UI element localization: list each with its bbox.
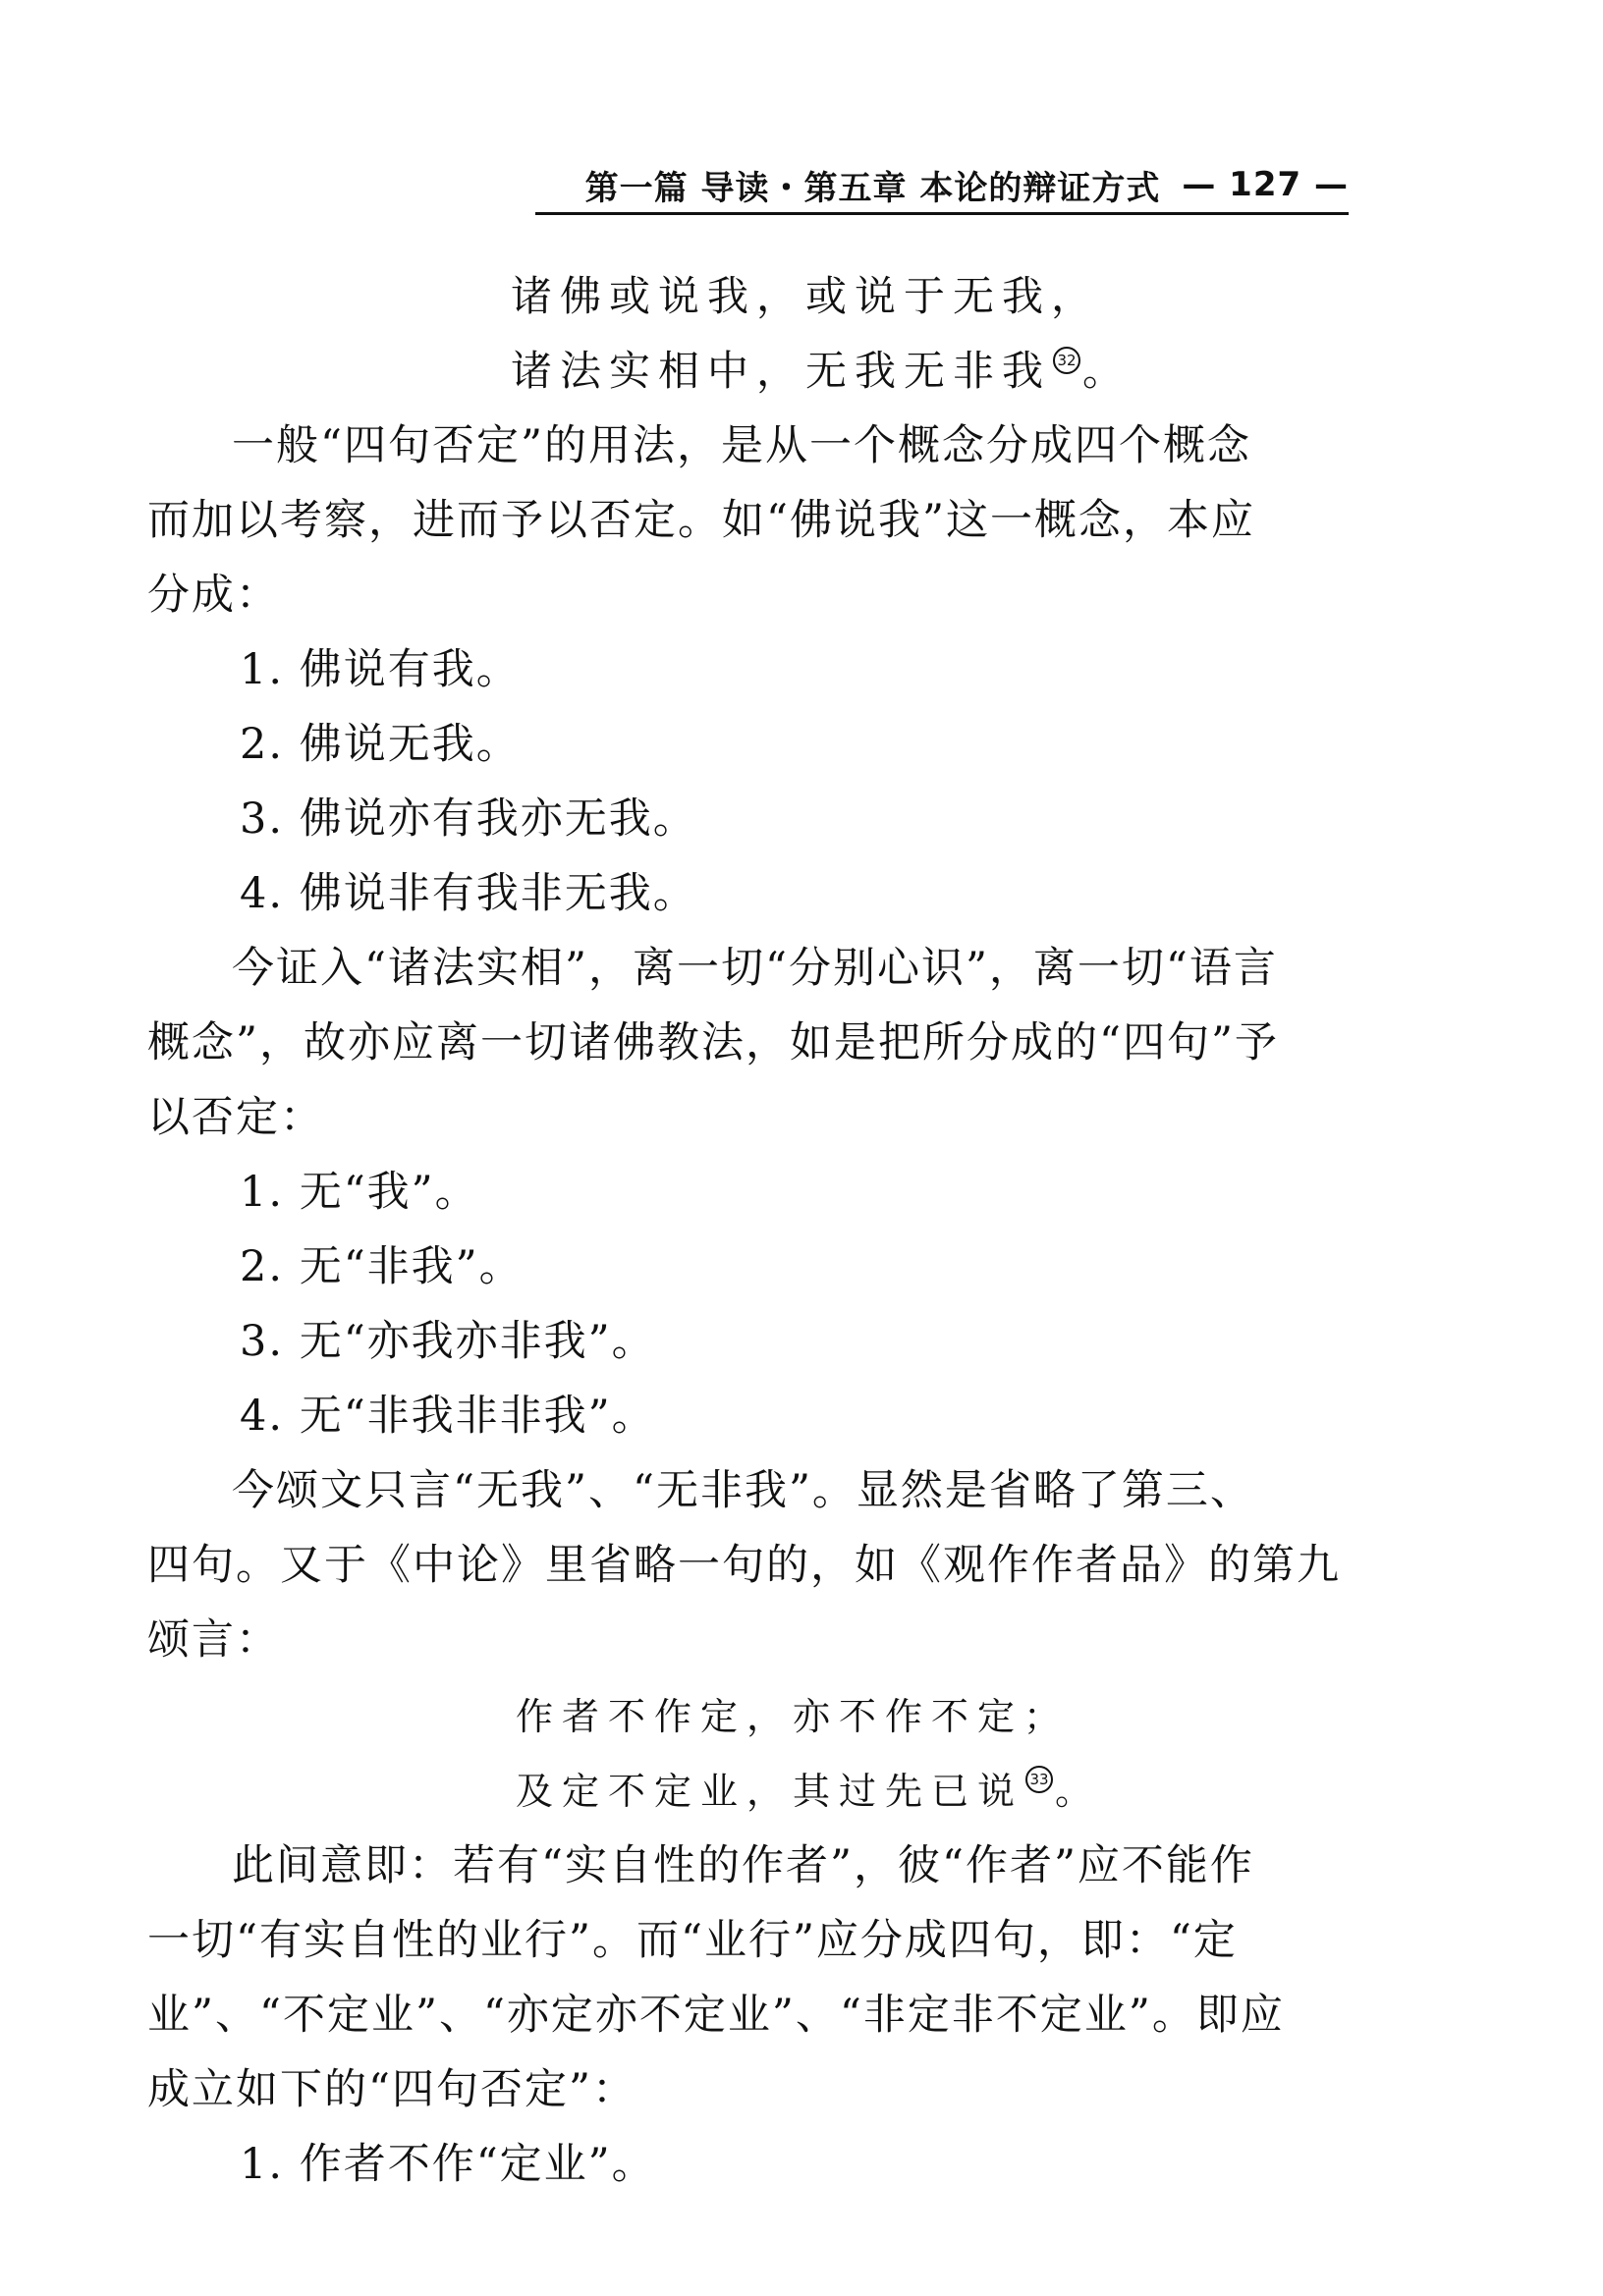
verse-1-line-1: 诸佛或说我，或说于无我， bbox=[511, 272, 1101, 320]
list-2-item-1: 1. 无“我”。 bbox=[240, 1168, 479, 1217]
verse-2-line-2-end: 。 bbox=[1055, 1770, 1102, 1813]
running-header bbox=[535, 157, 1349, 215]
list-2-item-4: 4. 无“非我非非我”。 bbox=[240, 1392, 656, 1441]
paragraph-2-line-1: 今证入“诸法实相”，离一切“分别心识”，离一切“语言 bbox=[232, 944, 1278, 993]
list-1-item-3: 3. 佛说亦有我亦无我。 bbox=[240, 794, 697, 844]
paragraph-4-line-1: 此间意即：若有“实自性的作者”，彼“作者”应不能作 bbox=[232, 1841, 1254, 1890]
footnote-marker-33: 33 bbox=[1025, 1766, 1053, 1793]
list-2-item-3: 3. 无“亦我亦非我”。 bbox=[240, 1317, 656, 1366]
footnote-marker-32: 32 bbox=[1053, 347, 1080, 374]
chapter-title: 第一篇 导读・第五章 本论的辩证方式 bbox=[584, 168, 1161, 208]
verse-1-line-2-end: 。 bbox=[1082, 347, 1133, 395]
paragraph-1-line-2: 而加以考察，进而予以否定。如“佛说我”这一概念，本应 bbox=[147, 496, 1255, 545]
paragraph-4-line-2: 一切“有实自性的业行”。而“业行”应分成四句，即：“定 bbox=[147, 1916, 1238, 1965]
verse-2-line-1: 作者不作定，亦不作不定； bbox=[516, 1695, 1071, 1738]
page-number: — 127 — bbox=[1182, 165, 1349, 204]
verse-1-line-2-text: 诸法实相中，无我无非我 bbox=[511, 347, 1052, 395]
paragraph-4-line-3: 业”、“不定业”、“亦定亦不定业”、“非定非不定业”。即应 bbox=[147, 1991, 1285, 2040]
verse-1-line-2 bbox=[511, 342, 1132, 401]
list-1-item-1: 1. 佛说有我。 bbox=[240, 645, 521, 694]
verse-2-line-2 bbox=[516, 1762, 1101, 1821]
paragraph-3-line-3: 颂言： bbox=[147, 1615, 280, 1665]
paragraph-3-line-1: 今颂文只言“无我”、“无非我”。显然是省略了第三、 bbox=[232, 1466, 1254, 1515]
paragraph-1-line-3: 分成： bbox=[147, 571, 280, 620]
list-1-item-4: 4. 佛说非有我非无我。 bbox=[240, 869, 697, 918]
paragraph-2-line-3: 以否定： bbox=[147, 1093, 324, 1142]
paragraph-2-line-2: 概念”，故亦应离一切诸佛教法，如是把所分成的“四句”予 bbox=[147, 1018, 1279, 1067]
paragraph-1-line-1: 一般“四句否定”的用法，是从一个概念分成四个概念 bbox=[232, 421, 1251, 470]
list-3-item-1: 1. 作者不作“定业”。 bbox=[240, 2140, 656, 2189]
paragraph-4-line-4: 成立如下的“四句否定”： bbox=[147, 2065, 636, 2114]
list-1-item-2: 2. 佛说无我。 bbox=[240, 720, 521, 769]
list-2-item-2: 2. 无“非我”。 bbox=[240, 1242, 524, 1291]
verse-2-line-2-text: 及定不定业，其过先已说 bbox=[516, 1770, 1024, 1813]
paragraph-3-line-2: 四句。又于《中论》里省略一句的，如《观作作者品》的第九 bbox=[147, 1541, 1341, 1590]
